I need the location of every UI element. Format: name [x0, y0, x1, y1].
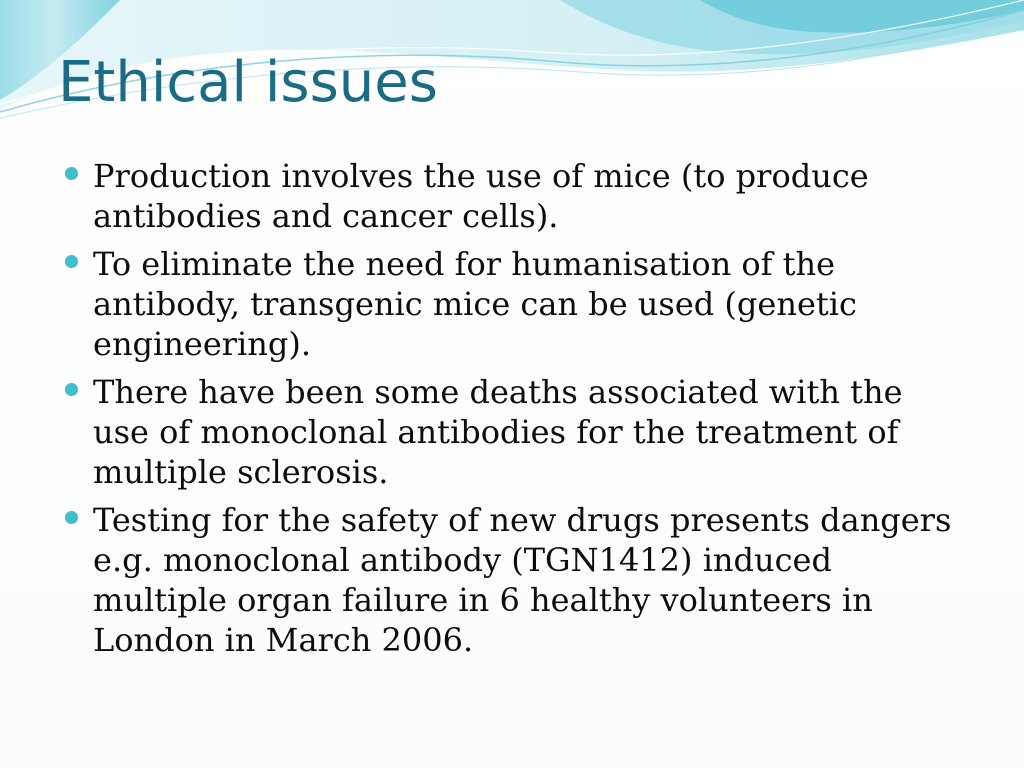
bullet-icon [65, 511, 78, 524]
bullet-icon [65, 383, 78, 396]
list-item [62, 156, 962, 236]
bullet-icon [65, 167, 78, 180]
list-item [62, 244, 962, 364]
bullet-icon [65, 255, 78, 268]
bullet-text: Testing for the safety of new drugs presents dangers e.g. monoclonal antibody (TGN1412) induced multiple organ failure in 6 healthy volunteers in London in March 2006. [93, 501, 952, 659]
bullet-list [62, 156, 962, 668]
bullet-text: There have been some deaths associated with the use of monoclonal antibodies for the treatment of multiple sclerosis. [93, 373, 903, 491]
slide-title: Ethical issues [58, 50, 438, 115]
list-item [62, 372, 962, 492]
bullet-text: To eliminate the need for humanisation of the antibody, transgenic mice can be used (genetic engineering). [93, 245, 857, 363]
bullet-text: Production involves the use of mice (to produce antibodies and cancer cells). [93, 157, 869, 235]
list-item [62, 500, 962, 660]
